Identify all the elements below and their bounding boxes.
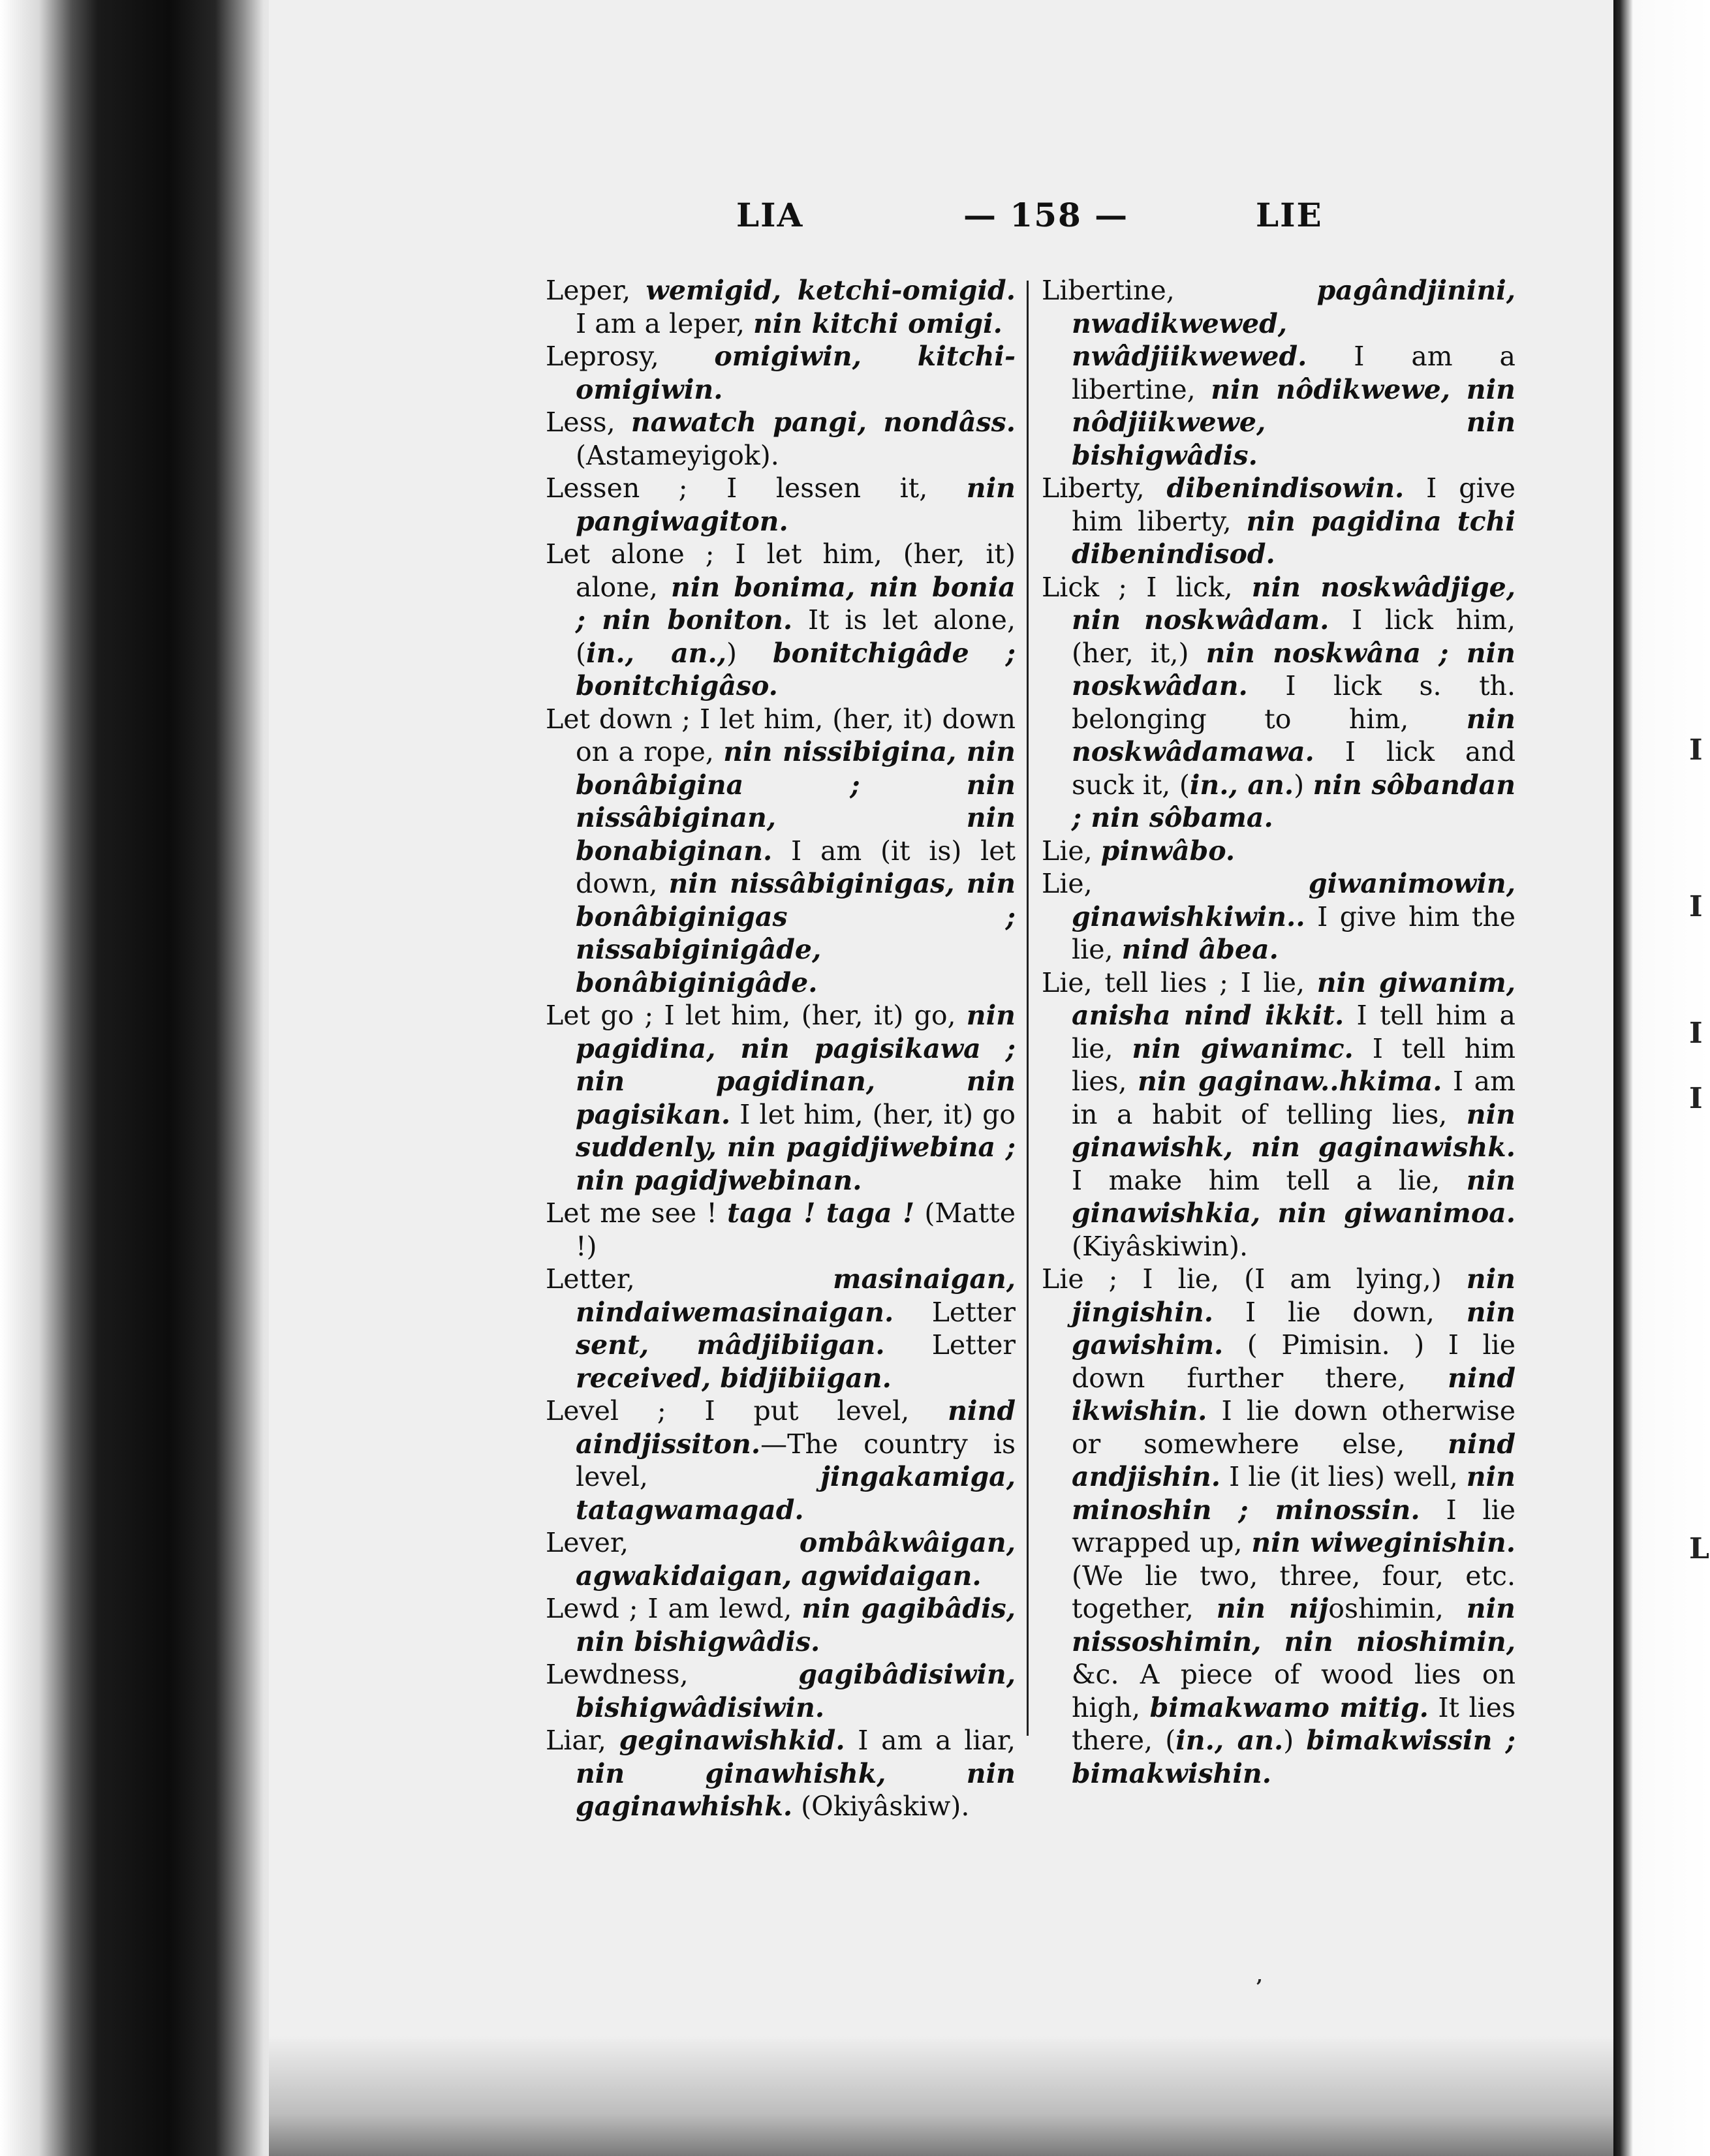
dictionary-entry	[1042, 571, 1516, 835]
entry-text: I am (it is) let down,	[576, 835, 1016, 899]
entry-text: Liar,	[546, 1725, 619, 1756]
entry-text: &c. A piece of wood lies on high,	[1072, 1659, 1516, 1723]
ojibwe-term: nin pangiwagiton.	[576, 472, 1016, 537]
entry-text: Letter	[894, 1296, 1016, 1328]
entry-text: oshimin,	[1328, 1593, 1467, 1624]
entry-text: Liberty,	[1042, 472, 1167, 504]
ojibwe-term: nin gagibâdis, nin bishigwâdis.	[576, 1593, 1016, 1657]
ojibwe-term: taga ! taga !	[727, 1197, 915, 1229]
entry-text: I let him, (her, it) go	[730, 1098, 1016, 1130]
ojibwe-term: nin nissâbiginigas, nin bonâbiginigas ; nissabiginigâde, bonâbiginigâde.	[576, 868, 1016, 998]
ojibwe-term: in., an.	[1189, 769, 1294, 801]
dictionary-entry	[546, 1592, 1016, 1658]
entry-text: (Astameyigok).	[576, 439, 779, 471]
ojibwe-term: nin bonima, nin bonia ; nin boniton.	[576, 571, 1016, 636]
entry-text: (Okiyâskiw).	[792, 1791, 970, 1822]
ojibwe-term: pagândjinini, nwadikwewed, nwâdjiikwewed.	[1072, 275, 1516, 372]
ojibwe-term: ombâkwâigan, agwakidaigan, agwidaigan.	[576, 1527, 1016, 1592]
entry-text: Lessen ; I lessen it,	[546, 472, 967, 504]
ojibwe-term: nin ginawhishk, nin gaginawhishk.	[576, 1757, 1016, 1822]
ojibwe-term: nin kitchi omigi.	[753, 307, 1003, 339]
dictionary-entry	[546, 999, 1016, 1197]
entry-text: I make him tell a lie,	[1072, 1164, 1467, 1196]
entry-text: Leper,	[546, 275, 646, 306]
ink-mark: ’	[1256, 1976, 1263, 1999]
dictionary-entry	[1042, 835, 1516, 868]
entry-text: Let down ; I let him, (her, it) down on a rope,	[546, 703, 1016, 767]
ojibwe-term: nin giwanim, anisha nind ikkit.	[1072, 966, 1516, 1031]
ojibwe-term: omigiwin, kitchi-omigiwin.	[576, 341, 1016, 405]
ojibwe-term: wemigid, ketchi-omigid.	[645, 275, 1016, 306]
entry-text: I lick him, (her, it,)	[1072, 604, 1516, 669]
ojibwe-term: nind aindjissiton.	[576, 1395, 1016, 1460]
ojibwe-term: nin gawishim.	[1072, 1296, 1516, 1361]
entry-text: Lie,	[1042, 835, 1101, 867]
ojibwe-term: nind ikwishin.	[1072, 1362, 1516, 1426]
column-divider	[1027, 281, 1029, 1736]
ojibwe-term: received, bidjibiigan.	[576, 1362, 892, 1394]
entry-text: I lie down,	[1213, 1296, 1467, 1328]
dictionary-entry	[546, 1724, 1016, 1823]
dictionary-entry	[1042, 966, 1516, 1263]
ojibwe-term: nin nissoshimin, nin nioshimin,	[1072, 1593, 1516, 1657]
ojibwe-term: nin ginawishkia, nin giwanimoa.	[1072, 1164, 1516, 1229]
running-head-right: LIE	[1256, 196, 1323, 234]
entry-text: I am in a habit of telling lies,	[1072, 1066, 1516, 1130]
ojibwe-term: nin nissibigina, nin bonâbigina ; nin nissâbiginan, nin bonabiginan.	[576, 736, 1016, 867]
ojibwe-term: gagibâdisiwin, bishigwâdisiwin.	[576, 1659, 1016, 1723]
ojibwe-term: nawatch pangi, nondâss.	[630, 407, 1016, 438]
dictionary-entry	[546, 538, 1016, 703]
dictionary-entry	[546, 1263, 1016, 1394]
entry-text: I give him the lie,	[1072, 901, 1516, 965]
ojibwe-term: nin sôbandan ; nin sôbama.	[1072, 769, 1516, 833]
ojibwe-term: suddenly, nin pagidjiwebina ; nin pagidjwebinan.	[576, 1132, 1016, 1196]
ojibwe-term: nin nij	[1216, 1593, 1329, 1624]
margin-letter: L	[1689, 1532, 1709, 1565]
entry-text: I lick s. th. belonging to him,	[1072, 670, 1516, 735]
ojibwe-term: nin minoshin ; minossin.	[1072, 1461, 1516, 1526]
entry-text: —The country is level,	[576, 1428, 1016, 1492]
ojibwe-term: nind âbea.	[1121, 934, 1279, 965]
entry-text: ( Pimisin. ) I lie down further there,	[1072, 1329, 1516, 1394]
entry-text: I give him liberty,	[1072, 472, 1516, 537]
dictionary-entry	[546, 1658, 1016, 1724]
dictionary-entry	[546, 1526, 1016, 1592]
ojibwe-term: jingakamiga, tatagwamagad.	[576, 1461, 1016, 1526]
entry-text: Let go ; I let him, (her, it) go,	[546, 1000, 967, 1031]
entry-text: )	[726, 637, 773, 669]
ojibwe-term: dibenindisowin.	[1166, 472, 1405, 504]
ojibwe-term: giwanimowin, ginawishkiwin..	[1072, 868, 1516, 932]
entry-text: I lie down otherwise or somewhere else,	[1072, 1395, 1516, 1460]
dictionary-entry	[546, 1394, 1016, 1526]
ojibwe-term: in., an.	[1175, 1725, 1284, 1756]
ojibwe-term: masinaigan, nindaiwemasinaigan.	[576, 1263, 1016, 1328]
margin-letter: I	[1689, 1082, 1703, 1115]
entry-text: )	[1294, 769, 1313, 801]
ojibwe-term: pinwâbo.	[1100, 835, 1236, 867]
ojibwe-term: geginawishkid.	[619, 1725, 845, 1756]
ojibwe-term: bonitchigâde ; bonitchigâso.	[576, 637, 1016, 701]
entry-text: )	[1283, 1725, 1307, 1756]
entry-text: Lever,	[546, 1527, 800, 1558]
dictionary-entry	[546, 1197, 1016, 1263]
ojibwe-term: nin jingishin.	[1072, 1263, 1516, 1328]
margin-letter: I	[1689, 890, 1703, 923]
ojibwe-term: bimakwamo mitig.	[1149, 1691, 1429, 1723]
dictionary-entry	[546, 340, 1016, 406]
dictionary-entry	[1042, 472, 1516, 571]
entry-text: Leprosy,	[546, 341, 715, 372]
dictionary-entry	[546, 703, 1016, 1000]
ojibwe-term: nin pagidina, nin pagisikawa ; nin pagidinan, nin pagisikan.	[576, 1000, 1016, 1130]
margin-letter: I	[1689, 1017, 1703, 1050]
entry-text: Level ; I put level,	[546, 1395, 948, 1426]
ojibwe-term: nind andjishin.	[1072, 1428, 1516, 1492]
ojibwe-term: nin noskwâna ; nin noskwâdan.	[1072, 637, 1516, 701]
dictionary-entry	[1042, 274, 1516, 472]
page-bottom-shadow	[269, 2036, 1613, 2156]
book-spine-shadow	[0, 0, 287, 2156]
entry-text: Letter	[884, 1329, 1016, 1361]
entry-text: I tell him lies,	[1072, 1032, 1516, 1097]
entry-text: Lie, tell lies ; I lie,	[1042, 966, 1317, 998]
ojibwe-term: nin wiweginishin.	[1251, 1527, 1516, 1558]
running-head-left: LIA	[736, 196, 804, 234]
entry-text: Let alone ; I let him, (her, it) alone,	[546, 538, 1016, 603]
entry-text: (We lie two, three, four, etc. together,	[1072, 1560, 1516, 1624]
entry-text: I tell him a lie,	[1072, 1000, 1516, 1064]
entry-text: I am a libertine,	[1072, 341, 1516, 405]
entry-text: (Kiyâskiwin).	[1072, 1230, 1248, 1262]
facing-page-margin-letters	[1689, 0, 1710, 2156]
entry-text: I lick and suck it, (	[1072, 736, 1516, 801]
entry-text: Libertine,	[1042, 275, 1317, 306]
entry-text: (Matte !)	[576, 1197, 1016, 1262]
entry-text: It lies there, (	[1072, 1691, 1516, 1756]
dictionary-entry	[1042, 1263, 1516, 1790]
entry-text: Lewd ; I am lewd,	[546, 1593, 802, 1624]
entry-text: Lick ; I lick,	[1042, 571, 1252, 603]
entry-text: Let me see !	[546, 1197, 728, 1229]
left-column	[546, 274, 1016, 1823]
dictionary-entry	[546, 406, 1016, 472]
entry-text: Lie,	[1042, 868, 1309, 899]
ojibwe-term: in., an.,	[586, 637, 727, 669]
entry-text: I am a leper,	[576, 307, 754, 339]
entry-text: Lie ; I lie, (I am lying,)	[1042, 1263, 1467, 1295]
entry-text: Lewdness,	[546, 1659, 799, 1690]
entry-text: I lie wrapped up,	[1072, 1494, 1516, 1558]
entry-text: I am a liar,	[845, 1725, 1016, 1756]
page-number: — 158 —	[963, 196, 1129, 234]
entry-text: It is let alone, (	[576, 604, 1016, 669]
ojibwe-term: nin pagidina tchi dibenindisod.	[1072, 505, 1516, 570]
ojibwe-term: sent, mâdjibiigan.	[576, 1329, 885, 1361]
ojibwe-term: nin gaginaw..hkima.	[1138, 1066, 1442, 1097]
right-column	[1042, 274, 1516, 1790]
margin-letter: I	[1689, 733, 1703, 767]
entry-text: Less,	[546, 407, 631, 438]
ojibwe-term: nin noskwâdamawa.	[1072, 703, 1516, 767]
ojibwe-term: nin noskwâdjige, nin noskwâdam.	[1072, 571, 1516, 636]
dictionary-entry	[546, 472, 1016, 538]
dictionary-entry	[546, 274, 1016, 340]
ojibwe-term: nin giwanimc.	[1132, 1032, 1354, 1064]
ojibwe-term: nin nôdikwewe, nin nôdjiikwewe, nin bishigwâdis.	[1072, 373, 1516, 471]
ojibwe-term: nin ginawishk, nin gaginawishk.	[1072, 1098, 1516, 1163]
ojibwe-term: bimakwissin ; bimakwishin.	[1072, 1725, 1516, 1789]
entry-text: Letter,	[546, 1263, 833, 1295]
entry-text: I lie (it lies) well,	[1220, 1461, 1467, 1492]
dictionary-entry	[1042, 867, 1516, 966]
